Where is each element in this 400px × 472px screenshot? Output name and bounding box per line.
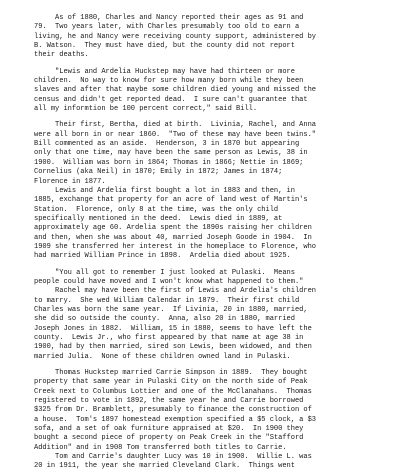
text-line: bought a second piece of property on Peak Creek in the "Stafford: [34, 434, 304, 443]
text-line: Station. Florence, only 8 at the time, was the only child: [34, 205, 279, 214]
text-line: people could have moved and I won't know what happened to them.": [34, 277, 304, 286]
text-line: B. Watson. They must have died, but the county did not report: [34, 42, 295, 51]
text-line: registered to vote in 1892, the same year he and Carrie borrowed: [34, 397, 304, 406]
text-line: Lewis and Ardelia first bought a lot in 1883 and then, in: [34, 186, 295, 195]
text-line: Thomas Huckstep married Carrie Simpson in 1889. They bought: [34, 369, 308, 378]
text-line: Joseph Jones in 1882. William, 15 in 1880, seems to have left the: [34, 324, 312, 333]
text-line: 1909 she transferred her interest in the homeplace to Florence, who: [34, 242, 316, 251]
text-line: 79. Two years later, with Charles presumably too old to earn a: [34, 23, 300, 32]
text-line: $325 from Dr. Bramblett, presumably to finance the construction of: [34, 406, 312, 415]
text-line: their deaths.: [34, 51, 89, 60]
text-line: census and didn't get reported dead. I sure can't guarantee that: [34, 95, 308, 104]
text-line: Addition" and in 1908 Tom transferred both titles to Carrie.: [34, 443, 287, 452]
text-line: Cornelius (aka Neil) in 1870; Emily in 1872; James in 1874;: [34, 168, 283, 177]
paragraph-gap: [34, 362, 380, 369]
paragraph-gap: [34, 61, 380, 68]
text-line: Tom and Carrie's daughter Lucy was 10 in 1900. Willie L. was: [34, 453, 312, 462]
text-line: 1900. William was born in 1864; Thomas in 1866; Nettie in 1869;: [34, 158, 304, 167]
text-line: specifically mentioned in the deed. Lewis died in 1889, at: [34, 214, 283, 223]
text-line: married Julia. None of these children owned land in Pulaski.: [34, 352, 291, 361]
text-line: property that same year in Pulaski City on the north side of Peak: [34, 378, 308, 387]
text-line: Charles was born the same year. If Livinia, 20 in 1880, married,: [34, 305, 308, 314]
text-line: a house. Tom's 1897 homestead exemption specified a $5 clock, a $3: [34, 415, 316, 424]
text-line: "You all got to remember I just looked at Pulaski. Means: [34, 268, 295, 277]
text-line: As of 1880, Charles and Nancy reported their ages as 91 and: [34, 14, 304, 22]
text-line: Rachel may have been the first of Lewis and Ardelia's children: [34, 287, 316, 296]
text-line: living, he and Nancy were receiving county support, administered by: [34, 32, 316, 41]
text-line: 20 in 1911, the year she married Cleveland Clark. Things went: [34, 462, 295, 471]
text-line: children. No way to know for sure how many born while they been: [34, 77, 304, 86]
text-line: slaves and after that maybe some children died young and missed the: [34, 86, 316, 95]
paragraph-gap: [34, 114, 380, 121]
text-line: 1885, exchange that property for an acre of land west of Martin's: [34, 196, 308, 205]
text-line: to marry. She wed William Calendar in 1879. Their first child: [34, 296, 300, 305]
text-line: had married William Prince in 1898. Ardelia died about 1925.: [34, 252, 291, 261]
text-line: she did so outside the county. Anna, also 20 in 1880, married: [34, 315, 295, 324]
document-body: [34, 14, 380, 472]
text-line: "Lewis and Ardelia Huckstep may have had thirteen or more: [34, 67, 295, 76]
text-line: Creek next to Columbus Lottier and one of the McClanahans. Thomas: [34, 387, 312, 396]
text-line: county. Lewis Jr., who first appeared by that name at age 38 in: [34, 334, 304, 342]
text-line: approximately age 60. Ardelia spent the 1890s raising her children: [34, 224, 312, 233]
text-line: Their first, Bertha, died at birth. Livinia, Rachel, and Anna: [34, 121, 316, 130]
text-line: all my informtion be 100 percent correct," said Bill.: [34, 105, 258, 114]
text-line: Bill commented as an aside. Henderson, 3 in 1870 but appearing: [34, 140, 300, 149]
text-line: Florence in 1877.: [34, 177, 106, 186]
text-line: were all born in or near 1860. "Two of these may have been twins.": [34, 130, 316, 139]
paragraph-gap: [34, 262, 380, 269]
text-line: 1900, had by then married, sired son Lewis, been widowed, and then: [34, 343, 312, 352]
text-line: sofa, and a set of oak furniture appraised at $20. In 1900 they: [34, 425, 304, 434]
text-line: and then, when she was about 40, married Joseph Goode in 1904. In: [34, 233, 312, 242]
text-line: only that one time, may have been the same person as Lewis, 38 in: [34, 149, 308, 158]
